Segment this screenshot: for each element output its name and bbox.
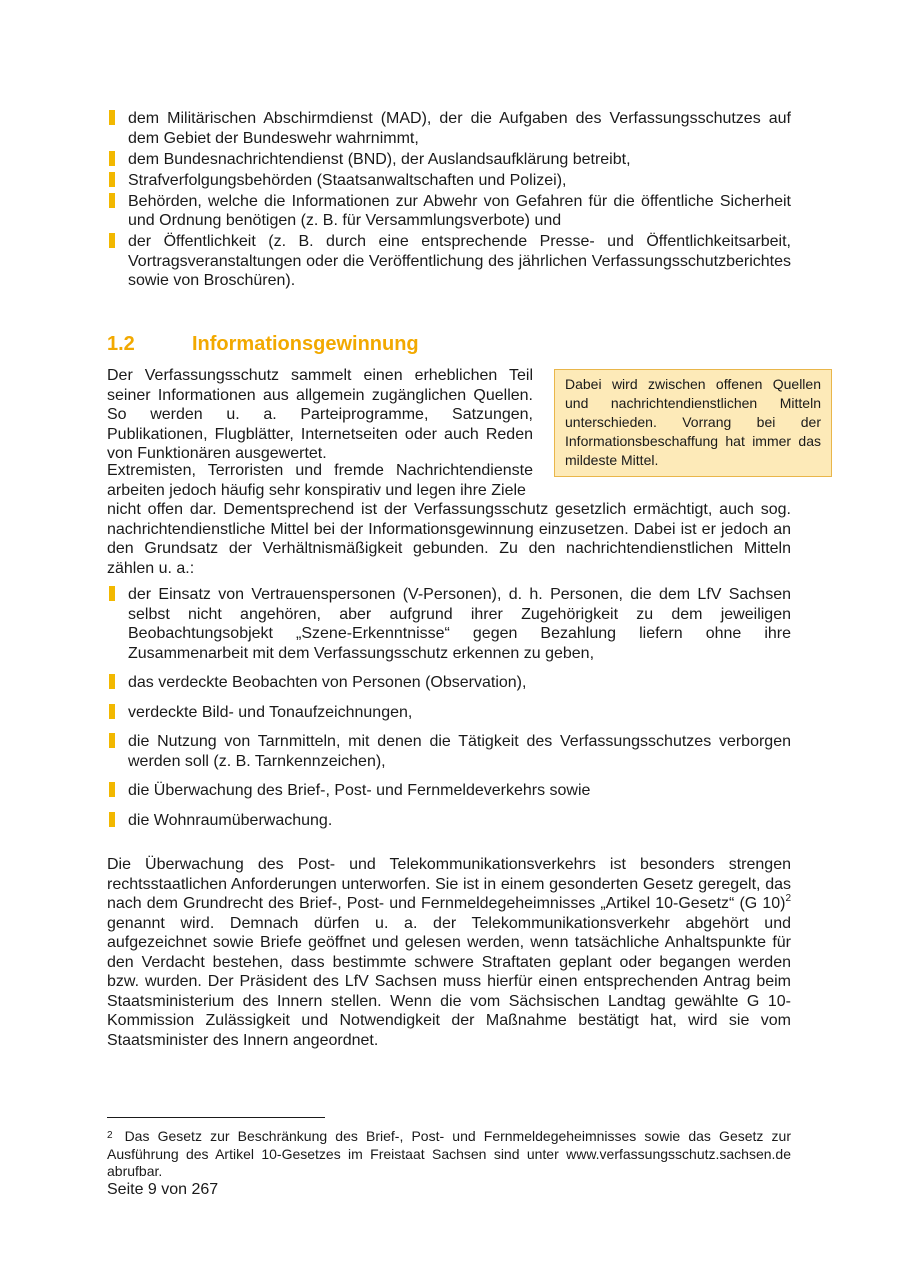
list-item: das verdeckte Beobachten von Personen (Observation),: [107, 673, 791, 693]
bullet-marker-icon: [109, 172, 115, 187]
means-list-block: [107, 585, 791, 840]
footnote-number: 2: [107, 1130, 113, 1141]
list-item: dem Bundesnachrichtendienst (BND), der Auslandsaufklärung betreibt,: [107, 150, 791, 170]
bullet-marker-icon: [109, 782, 115, 797]
means-list: [107, 585, 791, 830]
section-title: Informationsgewinnung: [192, 333, 419, 355]
info-callout-box: Dabei wird zwischen offenen Quellen und nachrichtendienstlichen Mitteln unterschieden. Vorrang bei der Informationsbeschaffung hat immer das mildeste Mittel.: [554, 369, 832, 477]
bullet-marker-icon: [109, 812, 115, 827]
list-item: die Überwachung des Brief-, Post- und Fernmeldeverkehrs sowie: [107, 781, 791, 801]
footnote-text: Das Gesetz zur Beschränkung des Brief-, Post- und Fernmeldegeheimnisses sowie das Gesetz zur Ausführung des Artikel 10-Gesetzes im Freistaat Sachsen sind unter www.verfassungsschutz.sachsen.de abrufbar.: [107, 1128, 791, 1179]
intro-paragraph-2-text: Extremisten, Terroristen und fremde Nachrichtendienste arbeiten jedoch häufig sehr konspirativ und legen ihre Ziele: [107, 462, 533, 499]
list-item: der Öffentlichkeit (z. B. durch eine entsprechende Presse- und Öffentlichkeitsarbeit, Vortragsveranstaltungen oder die Veröffentlichung des jährlichen Verfassungsschutzberichtes sowie von Broschüren).: [107, 232, 791, 291]
footnote-reference[interactable]: 2: [785, 893, 791, 904]
list-item: Behörden, welche die Informationen zur Abwehr von Gefahren für die öffentliche Sicherheit und Ordnung benötigen (z. B. für Versammlungsverbote) und: [107, 192, 791, 231]
bullet-marker-icon: [109, 110, 115, 125]
footnote-divider: [107, 1117, 325, 1118]
section-number: 1.2: [107, 333, 135, 355]
intro-paragraph-1: Der Verfassungsschutz sammelt einen erheblichen Teil seiner Informationen aus allgemein zugänglichen Quellen. So werden u. a. Parteiprogramme, Satzungen, Publikationen, Flugblätter, Internetseiten oder auch Reden von Funktionären ausgewertet.: [107, 367, 533, 462]
bullet-marker-icon: [109, 151, 115, 166]
bullet-marker-icon: [109, 704, 115, 719]
bullet-marker-icon: [109, 586, 115, 601]
bullet-marker-icon: [109, 674, 115, 689]
intro-paragraph-2-cont: [107, 500, 791, 578]
intro-paragraph-2-text-cont: nicht offen dar. Dementsprechend ist der Verfassungsschutz gesetzlich ermächtigt, auch sog. nachrichtendienstliche Mittel bei der Informationsgewinnung einzusetzen. Dabei ist er jedoch an den Grundsatz der Verhältnismäßigkeit gebunden. Zu den nachrichtendienstlichen Mitteln zählen u. a.:: [107, 501, 791, 577]
bullet-marker-icon: [109, 233, 115, 248]
recipients-list: [107, 109, 791, 291]
recipients-list-block: [107, 109, 791, 292]
bullet-marker-icon: [109, 733, 115, 748]
page-number: Seite 9 von 267: [107, 1181, 219, 1198]
footnote: [107, 1127, 791, 1181]
list-item: die Nutzung von Tarnmitteln, mit denen die Tätigkeit des Verfassungsschutzes verborgen werden soll (z. B. Tarnkennzeichen),: [107, 732, 791, 771]
intro-paragraph-2-start: [107, 461, 533, 500]
bullet-marker-icon: [109, 193, 115, 208]
list-item: der Einsatz von Vertrauenspersonen (V-Personen), d. h. Personen, die dem LfV Sachsen selbst nicht angehören, aber aufgrund ihrer Zugehörigkeit zu dem jeweiligen Beobachtungsobjekt „Szene-Erkenntnisse“ gegen Bezahlung liefern ohne ihre Zusammenarbeit mit dem Verfassungsschutz erkennen zu geben,: [107, 585, 791, 663]
list-item: die Wohnraumüberwachung.: [107, 811, 791, 831]
list-item: Strafverfolgungsbehörden (Staatsanwaltschaften und Polizei),: [107, 171, 791, 191]
section-heading: [107, 332, 419, 356]
list-item: dem Militärischen Abschirmdienst (MAD), der die Aufgaben des Verfassungsschutzes auf dem Gebiet der Bundeswehr wahrnimmt,: [107, 109, 791, 148]
list-item: verdeckte Bild- und Tonaufzeichnungen,: [107, 703, 791, 723]
g10-paragraph: Die Überwachung des Post- und Telekommunikationsverkehrs ist besonders strengen rechtsstaatlichen Anforderungen unterworfen. Sie ist in einem gesonderten Gesetz geregelt, das nach dem Grundrecht des Brief-, Post- und Fernmeldegeheimnisses „Artikel 10-Gesetz“ (G 10)$^2$ genannt wird. Demnach dürfen u. a. der Telekommunikationsverkehr abgehört und aufgezeichnet sowie Briefe geöffnet und gelesen werden, wenn tatsächliche Anhaltspunkte für den Verdacht bestehen, dass bestimmte schwere Straftaten geplant oder begangen werden bzw. wurden. Der Präsident des LfV Sachsen muss hierfür einen entsprechenden Antrag beim Staatsministerium des Innern stellen. Wenn die vom Sächsischen Landtag gewählte G 10-Kommission Zulässigkeit und Notwendigkeit der Maßnahme bestätigt hat, wird sie vom Staatsminister des Innern angeordnet.: [107, 856, 791, 1049]
